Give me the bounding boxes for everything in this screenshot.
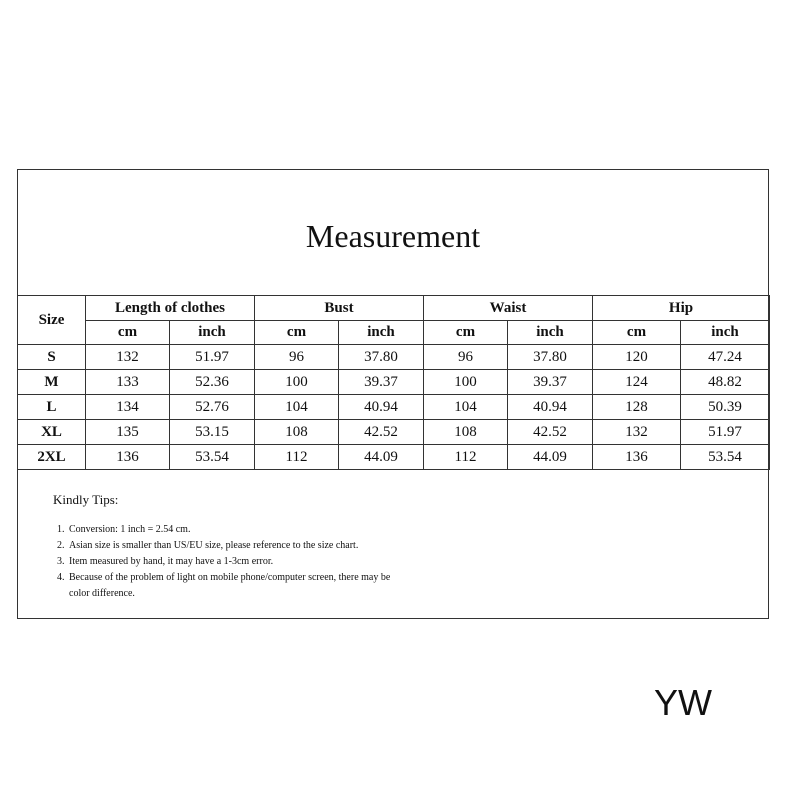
tips-list [53,522,399,602]
value-cell: 53.54 [681,445,770,470]
table-row [18,395,770,420]
group-header-waist: Waist [424,296,593,321]
unit-cm: cm [593,321,681,345]
table-row [18,420,770,445]
value-cell: 108 [255,420,339,445]
value-cell: 124 [593,370,681,395]
table-row [18,445,770,470]
value-cell: 96 [255,345,339,370]
value-cell: 135 [86,420,170,445]
value-cell: 132 [593,420,681,445]
value-cell: 104 [424,395,508,420]
unit-inch: inch [339,321,424,345]
unit-inch: inch [170,321,255,345]
value-cell: 132 [86,345,170,370]
value-cell: 136 [86,445,170,470]
watermark-text: YW [654,682,712,723]
size-cell: L [18,395,86,420]
tips-title: Kindly Tips: [53,492,119,507]
size-cell: M [18,370,86,395]
value-cell: 44.09 [339,445,424,470]
value-cell: 40.94 [508,395,593,420]
unit-cm: cm [255,321,339,345]
unit-cm: cm [86,321,170,345]
value-cell: 40.94 [339,395,424,420]
size-header: Size [18,296,86,345]
table-row [18,345,770,370]
size-table [17,295,770,470]
group-header-length: Length of clothes [86,296,255,321]
unit-inch: inch [681,321,770,345]
value-cell: 48.82 [681,370,770,395]
tip-item: 1. Conversion: 1 inch = 2.54 cm. [67,522,399,538]
group-header-hip: Hip [593,296,770,321]
value-cell: 112 [255,445,339,470]
value-cell: 42.52 [508,420,593,445]
value-cell: 53.54 [170,445,255,470]
tips-section [53,492,399,602]
tip-item: 2. Asian size is smaller than US/EU size, please reference to the size chart. [67,538,399,554]
table-body [18,345,770,470]
value-cell: 120 [593,345,681,370]
value-cell: 37.80 [339,345,424,370]
value-cell: 51.97 [170,345,255,370]
table-row [18,370,770,395]
size-cell: 2XL [18,445,86,470]
size-cell: XL [18,420,86,445]
value-cell: 128 [593,395,681,420]
value-cell: 136 [593,445,681,470]
value-cell: 133 [86,370,170,395]
unit-inch: inch [508,321,593,345]
value-cell: 100 [255,370,339,395]
size-cell: S [18,345,86,370]
value-cell: 37.80 [508,345,593,370]
value-cell: 51.97 [681,420,770,445]
value-cell: 104 [255,395,339,420]
value-cell: 108 [424,420,508,445]
chart-title: Measurement [305,218,481,254]
value-cell: 96 [424,345,508,370]
unit-cm: cm [424,321,508,345]
value-cell: 100 [424,370,508,395]
tip-item: 3. Item measured by hand, it may have a 1-3cm error. [67,554,399,570]
value-cell: 39.37 [339,370,424,395]
value-cell: 42.52 [339,420,424,445]
value-cell: 39.37 [508,370,593,395]
value-cell: 44.09 [508,445,593,470]
value-cell: 50.39 [681,395,770,420]
value-cell: 47.24 [681,345,770,370]
size-chart [17,169,769,619]
value-cell: 53.15 [170,420,255,445]
group-header-bust: Bust [255,296,424,321]
value-cell: 52.76 [170,395,255,420]
value-cell: 52.36 [170,370,255,395]
value-cell: 134 [86,395,170,420]
value-cell: 112 [424,445,508,470]
tip-item: 4. Because of the problem of light on mobile phone/computer screen, there may be color difference. [67,570,399,602]
